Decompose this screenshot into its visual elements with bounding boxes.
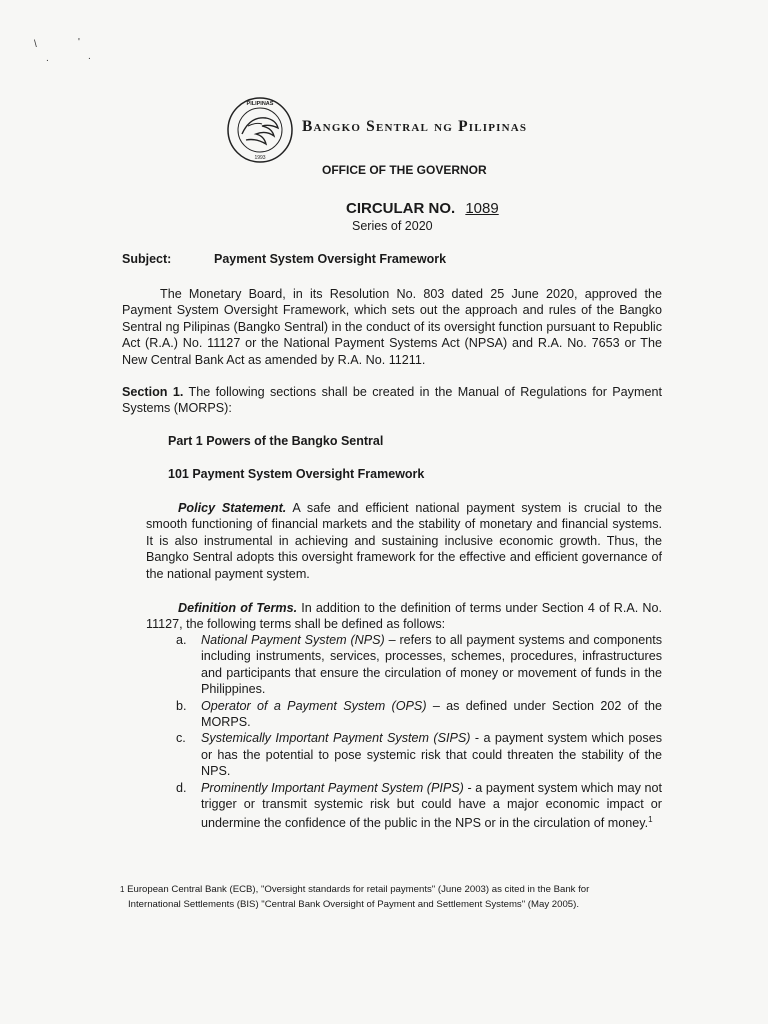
definition-letter: a.: [176, 633, 187, 647]
definition-of-terms-paragraph: [146, 600, 662, 633]
footnote: [120, 882, 664, 912]
definition-item: [176, 698, 662, 731]
subject-text: Payment System Oversight Framework: [214, 252, 447, 266]
circular-number-value: 1089: [465, 200, 499, 217]
policy-statement-text: A safe and efficient national payment system is crucial to the smooth functioning of financial markets and the stability of monetary and financial systems. It is also instrumental in achieving and sustaining inclusive economic growth. Thus, the Bangko Sentral adopts this oversight framework for the effective and efficient governance of the national payment system.: [146, 501, 662, 581]
circular-label: CIRCULAR NO.: [346, 200, 456, 217]
definition-item: [176, 780, 662, 832]
definition-of-terms-text: In addition to the definition of terms under Section 4 of R.A. No. 11127, the following terms shall be defined as follows:: [146, 601, 663, 632]
footnote-reference[interactable]: 1: [648, 815, 653, 825]
definition-text: - a payment system which may not trigger or transmit systemic risk but could have a major economic impact or undermine the confidence of the public in the NPS or in the circulation of money.: [201, 780, 663, 831]
definition-text: - a payment system which poses or has the potential to pose systemic risk that could threaten the stability of the NPS.: [201, 731, 662, 779]
intro-paragraph: The Monetary Board, in its Resolution No. 803 dated 25 June 2020, approved the Payment System Oversight Framework, which sets out the approach and rules of the Bangko Sentral ng Pilipinas (Bangko Sentral) in the conduct of its oversight function pursuant to Republic Act (R.A.) No. 11127 or the National Payment Systems Act (NPSA) and R.A. No. 7653 or The New Central Bank Act as amended by R.A. No. 11211.: [122, 287, 662, 367]
definition-text: – refers to all payment systems and components including instruments, services, processes, schemes, procedures, infrastructures and participants that ensure the circulation of money or movement of funds in the Philippines.: [201, 633, 662, 697]
definition-term: National Payment System (NPS): [201, 633, 385, 647]
section-101-heading: 101 Payment System Oversight Framework: [168, 467, 425, 481]
circular-number: [346, 200, 505, 217]
svg-text:1993: 1993: [254, 155, 266, 161]
definition-term: Operator of a Payment System (OPS): [201, 698, 427, 713]
definition-term: Prominently Important Payment System (PIPS): [201, 780, 464, 795]
section-1-text: The following sections shall be created in the Manual of Regulations for Payment Systems (MORPS):: [122, 385, 662, 416]
section-1-label: Section 1.: [122, 385, 184, 399]
definition-text: – as defined under Section 202 of the MORPS.: [201, 698, 662, 730]
bank-name: Bangko Sentral ng Pilipinas: [302, 118, 528, 135]
subject-label: Subject:: [122, 252, 172, 266]
bsp-seal-logo: [226, 96, 294, 164]
definition-term: Systemically Important Payment System (SIPS): [201, 731, 471, 746]
definition-letter: d.: [176, 780, 187, 795]
circular-series: Series of 2020: [352, 219, 433, 233]
svg-text:PILIPINAS: PILIPINAS: [246, 101, 274, 107]
definitions-list: [176, 632, 662, 832]
definition-item: [176, 632, 662, 698]
policy-statement-paragraph: [146, 500, 662, 582]
section-1-paragraph: [122, 384, 662, 417]
footnote-line-1: European Central Bank (ECB), "Oversight standards for retail payments" (June 2003) as cited in the Bank for: [124, 884, 590, 895]
policy-statement-label: Policy Statement.: [178, 501, 287, 515]
office-of-the-governor: OFFICE OF THE GOVERNOR: [322, 163, 487, 177]
definition-of-terms-label: Definition of Terms.: [178, 601, 298, 615]
definition-letter: c.: [176, 731, 186, 746]
part-1-heading: Part 1 Powers of the Bangko Sentral: [168, 434, 384, 448]
definition-letter: b.: [176, 698, 187, 713]
footnote-mark: 1: [120, 885, 125, 894]
footnote-line-2: International Settlements (BIS) "Central Bank Oversight of Payment and Settlement Systems" (May 2005).: [128, 899, 579, 910]
definition-item: [176, 730, 662, 779]
